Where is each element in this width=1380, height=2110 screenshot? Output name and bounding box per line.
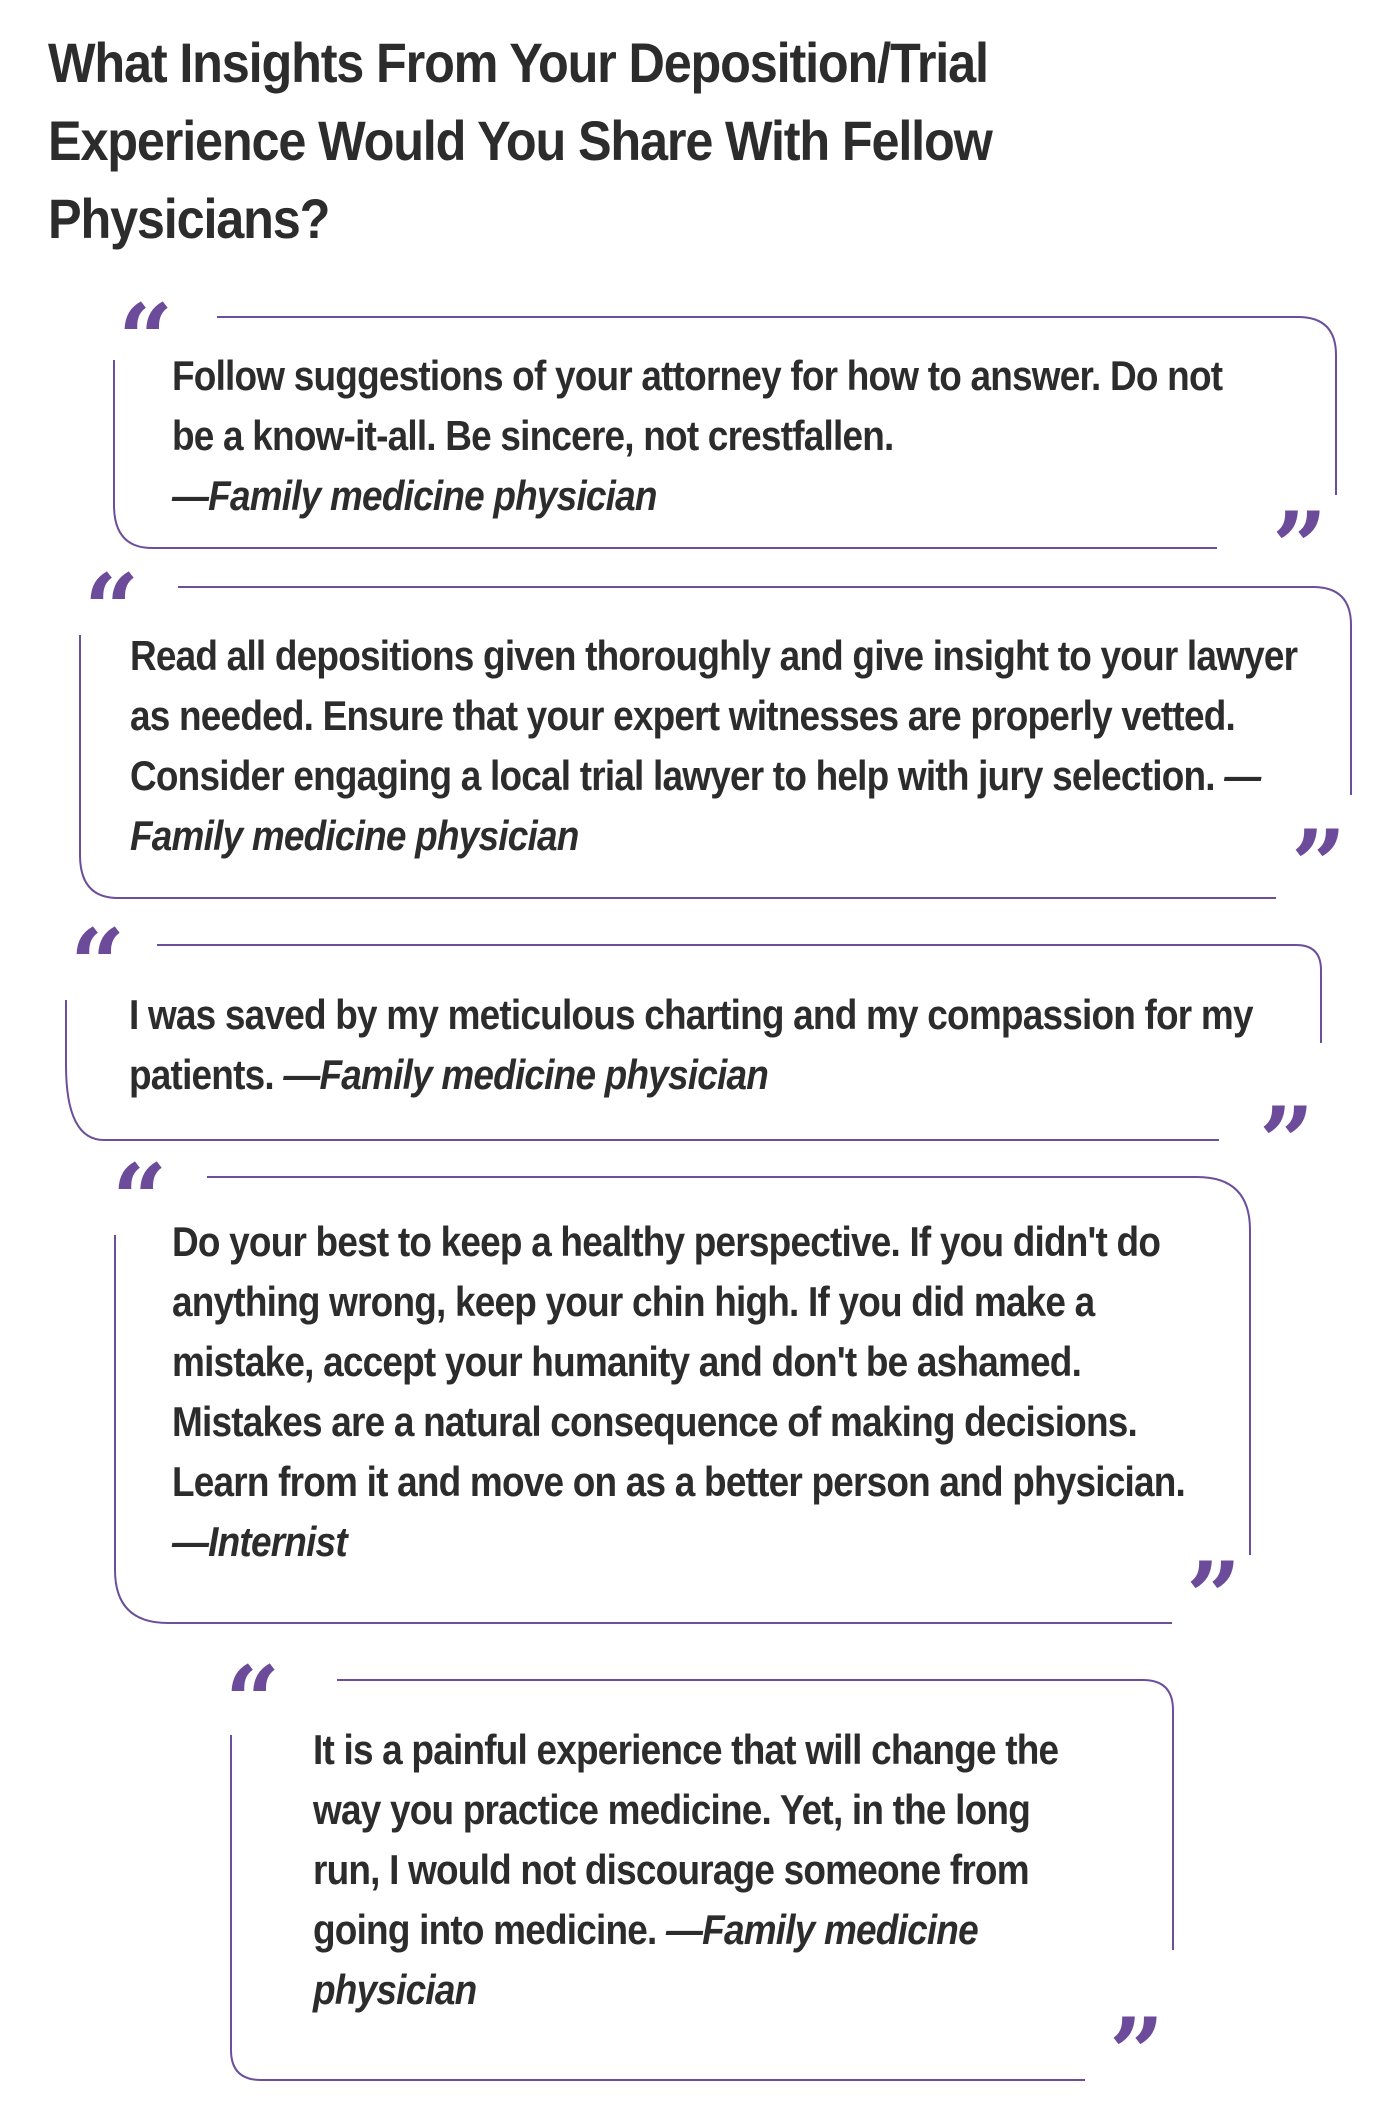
quote-body: Read all depositions given thoroughly and give insight to your lawyer as needed. Ensure that your expert witnesses are properly vetted. Consider engaging a local trial lawyer to help with jury selection. [130,632,1298,799]
quote-text [129,985,1273,1105]
quote-attribution: —Family medicine physician [313,1906,978,2013]
quote-text [130,626,1327,866]
open-quote-icon: “ [112,1143,168,1256]
quote-attribution: —Internist [172,1518,347,1565]
open-quote-icon: “ [225,1645,281,1758]
quote-body: Do your best to keep a healthy perspective. If you didn't do anything wrong, keep your chin high. If you did make a mistake, accept your humanity and don't be ashamed. Mistakes are a natural consequence of making decisions. Learn from it and move on as a better person and physician. [172,1218,1186,1505]
quote-body: I was saved by my meticulous charting and my compassion for my patients. [129,991,1253,1098]
close-quote-icon: ” [1259,1086,1315,1199]
close-quote-icon: ” [1186,1541,1242,1654]
quote-body: It is a painful experience that will change the way you practice medicine. Yet, in the long run, I would not discourage someone from going into medicine. [313,1726,1059,1953]
quote-attribution: —Family medicine physician [283,1051,769,1098]
quote-card [112,283,1342,604]
page-title: What Insights From Your Deposition/Trial Experience Would You Share With Fellow Physicians? [48,31,992,250]
quote-card [64,908,1334,1199]
quote-attribution: —Family medicine physician [172,472,657,519]
quote-text [172,1212,1219,1572]
quote-body: Follow suggestions of your attorney for how to answer. Do not be a know-it-all. Be sincere, not crestfallen. [172,352,1223,459]
quote-text [172,346,1272,526]
quote-text [313,1720,1087,2020]
open-quote-icon: “ [70,908,126,1021]
quote-card [78,553,1360,922]
close-quote-icon: ” [1291,809,1347,922]
open-quote-icon: “ [118,283,174,396]
quote-attribution: —Family medicine physician [130,752,1261,859]
quote-card [225,1645,1225,2110]
close-quote-icon: ” [1109,1997,1165,2110]
open-quote-icon: “ [84,553,140,666]
quote-card [112,1143,1292,1654]
close-quote-icon: ” [1272,491,1328,604]
